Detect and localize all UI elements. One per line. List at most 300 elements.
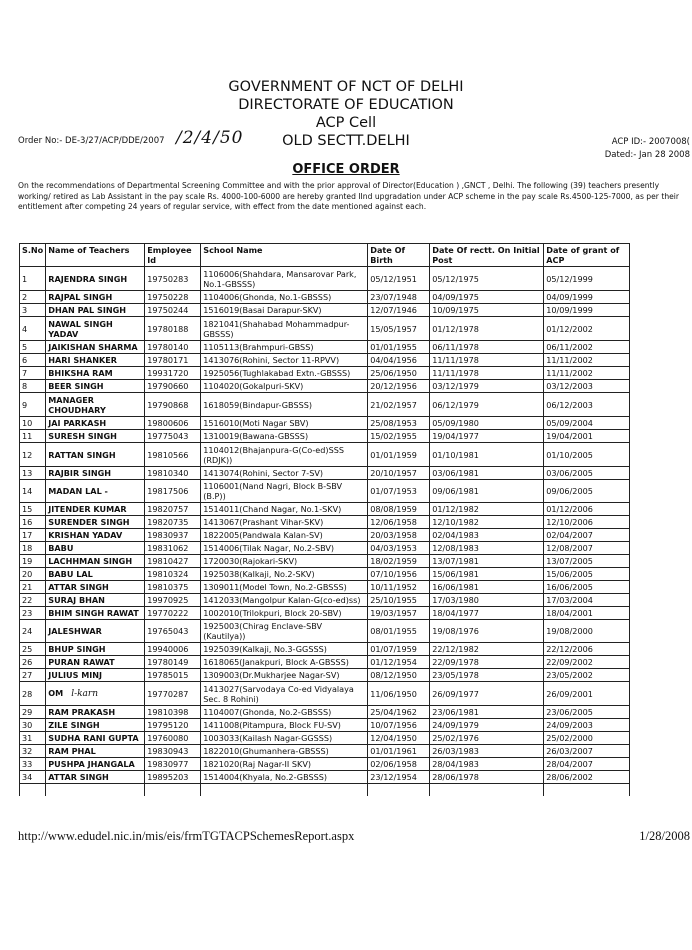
- cell-employee-id: 19970925: [145, 594, 201, 607]
- teacher-name: HARI SHANKER: [48, 355, 118, 365]
- table-row: [20, 706, 630, 719]
- cell-employee-id: 19830943: [145, 745, 201, 758]
- cell-sno: 16: [20, 516, 46, 529]
- cell-date-of-recruitment: 17/03/1980: [430, 594, 544, 607]
- cell-name: [46, 380, 145, 393]
- cell-date-of-recruitment: 01/12/1982: [430, 503, 544, 516]
- cell-sno: 34: [20, 771, 46, 784]
- cell-sno: 31: [20, 732, 46, 745]
- cell-date-of-recruitment: 13/07/1981: [430, 555, 544, 568]
- cell-school-name: 1104006(Ghonda, No.1-GBSSS): [201, 291, 368, 304]
- cell-school-name: 1822010(Ghumanhera-GBSSS): [201, 745, 368, 758]
- table-row: [20, 771, 630, 784]
- cell-date-of-birth: 07/10/1956: [368, 568, 430, 581]
- cell-name: [46, 656, 145, 669]
- cell-employee-id: 19780149: [145, 656, 201, 669]
- cell-date-of-acp: 06/12/2003: [544, 393, 630, 417]
- acp-id-block: [570, 136, 690, 162]
- cell-school-name: 1413074(Rohini, Sector 7-SV): [201, 467, 368, 480]
- table-row: [20, 341, 630, 354]
- teacher-name: ATTAR SINGH: [48, 772, 109, 782]
- cell-date-of-birth: 12/07/1946: [368, 304, 430, 317]
- teacher-name: JALESHWAR: [48, 626, 102, 636]
- cell-employee-id: 19830977: [145, 758, 201, 771]
- cell-name: [46, 443, 145, 467]
- teacher-name: JAI PARKASH: [48, 418, 107, 428]
- cell-sno: 20: [20, 568, 46, 581]
- cell-name: [46, 529, 145, 542]
- handwritten-number: /2/4/50: [176, 128, 244, 148]
- cell-date-of-birth: 04/03/1953: [368, 542, 430, 555]
- cell-name: [46, 367, 145, 380]
- cell-date-of-recruitment: 26/09/1977: [430, 682, 544, 706]
- cell-date-of-recruitment: 05/12/1975: [430, 267, 544, 291]
- header-employee-id: Employee Id: [145, 244, 201, 267]
- cell-date-of-acp: 18/04/2001: [544, 607, 630, 620]
- cell-school-name: 1821020(Raj Nagar-II SKV): [201, 758, 368, 771]
- cell-name: [46, 706, 145, 719]
- teacher-name: RAM PHAL: [48, 746, 96, 756]
- cell-date-of-acp: 12/08/2007: [544, 542, 630, 555]
- cell-date-of-birth: 20/03/1958: [368, 529, 430, 542]
- table-row: [20, 745, 630, 758]
- cell-date-of-recruitment: 11/11/1978: [430, 367, 544, 380]
- table-row: [20, 568, 630, 581]
- table-row: [20, 669, 630, 682]
- cell-sno: 29: [20, 706, 46, 719]
- cell-date-of-acp: 22/12/2006: [544, 643, 630, 656]
- teacher-name: JULIUS MINJ: [48, 670, 103, 680]
- cell-date-of-birth: 23/07/1948: [368, 291, 430, 304]
- cell-school-name: 1618059(Bindapur-GBSSS): [201, 393, 368, 417]
- cell-employee-id: 19810324: [145, 568, 201, 581]
- teacher-name: SURENDER SINGH: [48, 517, 130, 527]
- cell-sno: 14: [20, 480, 46, 503]
- cell-name: [46, 568, 145, 581]
- header-name: Name of Teachers: [46, 244, 145, 267]
- cell-name: [46, 467, 145, 480]
- cell-sno: 11: [20, 430, 46, 443]
- cell-date-of-recruitment: 28/04/1983: [430, 758, 544, 771]
- blank-cell: [430, 784, 544, 797]
- cell-sno: 22: [20, 594, 46, 607]
- cell-sno: 4: [20, 317, 46, 341]
- teacher-name: JITENDER KUMAR: [48, 504, 127, 514]
- teacher-name: PURAN RAWAT: [48, 657, 115, 667]
- cell-date-of-acp: 10/09/1999: [544, 304, 630, 317]
- cell-date-of-acp: 11/11/2002: [544, 354, 630, 367]
- cell-date-of-birth: 08/01/1955: [368, 620, 430, 643]
- cell-date-of-acp: 05/09/2004: [544, 417, 630, 430]
- cell-name: [46, 555, 145, 568]
- cell-date-of-birth: 20/10/1957: [368, 467, 430, 480]
- cell-sno: 15: [20, 503, 46, 516]
- cell-date-of-recruitment: 18/04/1977: [430, 607, 544, 620]
- teacher-name: RAJENDRA SINGH: [48, 273, 128, 284]
- cell-date-of-recruitment: 23/06/1981: [430, 706, 544, 719]
- cell-date-of-birth: 25/10/1955: [368, 594, 430, 607]
- cell-date-of-birth: 21/02/1957: [368, 393, 430, 417]
- table-row: [20, 732, 630, 745]
- cell-date-of-recruitment: 24/09/1979: [430, 719, 544, 732]
- cell-sno: 25: [20, 643, 46, 656]
- cell-date-of-recruitment: 02/04/1983: [430, 529, 544, 542]
- cell-employee-id: 19780171: [145, 354, 201, 367]
- teacher-name: PUSHPA JHANGALA: [48, 759, 135, 769]
- cell-school-name: 1720030(Rajokari-SKV): [201, 555, 368, 568]
- cell-name: [46, 291, 145, 304]
- cell-employee-id: 19931720: [145, 367, 201, 380]
- cell-employee-id: 19940006: [145, 643, 201, 656]
- cell-school-name: 1003033(Kailash Nagar-GGSSS): [201, 732, 368, 745]
- cell-employee-id: 19810340: [145, 467, 201, 480]
- cell-employee-id: 19800606: [145, 417, 201, 430]
- blank-cell: [145, 784, 201, 797]
- cell-date-of-recruitment: 26/03/1983: [430, 745, 544, 758]
- teacher-name: KRISHAN YADAV: [48, 530, 123, 540]
- cell-employee-id: 19895203: [145, 771, 201, 784]
- cell-date-of-recruitment: 04/09/1975: [430, 291, 544, 304]
- cell-sno: 17: [20, 529, 46, 542]
- cell-name: [46, 480, 145, 503]
- teacher-name: BABU LAL: [48, 569, 93, 579]
- cell-date-of-acp: 28/04/2007: [544, 758, 630, 771]
- header-date-of-recruitment: Date Of rectt. On Initial Post: [430, 244, 544, 267]
- cell-date-of-acp: 12/10/2006: [544, 516, 630, 529]
- blank-cell: [46, 784, 145, 797]
- cell-date-of-acp: 23/05/2002: [544, 669, 630, 682]
- teacher-name: SURESH SINGH: [48, 431, 117, 441]
- cell-date-of-acp: 03/12/2003: [544, 380, 630, 393]
- cell-date-of-recruitment: 10/09/1975: [430, 304, 544, 317]
- cell-school-name: 1514004(Khyala, No.2-GBSSS): [201, 771, 368, 784]
- cell-sno: 7: [20, 367, 46, 380]
- table-row: [20, 719, 630, 732]
- table-row: [20, 417, 630, 430]
- letterhead-office: OLD SECTT.DELHI: [282, 133, 410, 149]
- cell-school-name: 1925039(Kalkaji, No.3-GGSSS): [201, 643, 368, 656]
- cell-date-of-birth: 01/07/1953: [368, 480, 430, 503]
- teacher-name: RAM PRAKASH: [48, 707, 116, 717]
- cell-date-of-acp: 06/11/2002: [544, 341, 630, 354]
- intro-paragraph: On the recommendations of Departmental Screening Committee and with the prior approval of Director(Education ) ,GNCT , Delhi. The following (39) teachers presently working/ retired as Lab Assistant in the pay scale Rs. 4000-100-6000 are hereby granted IInd upgradation under ACP scheme in the pay scale Rs.4500-125-7000, as per their entitlement after competing 24 years of regular service, with effect from the date mentioned against each.: [18, 181, 680, 211]
- cell-sno: 1: [20, 267, 46, 291]
- cell-date-of-recruitment: 12/10/1982: [430, 516, 544, 529]
- cell-school-name: 1309011(Model Town, No.2-GBSSS): [201, 581, 368, 594]
- cell-school-name: 1413076(Rohini, Sector 11-RPVV): [201, 354, 368, 367]
- cell-name: [46, 393, 145, 417]
- table-row: [20, 380, 630, 393]
- cell-sno: 27: [20, 669, 46, 682]
- cell-school-name: 1925003(Chirag Enclave-SBV (Kautilya)): [201, 620, 368, 643]
- footer-date: 1/28/2008: [639, 829, 690, 843]
- cell-date-of-birth: 12/06/1958: [368, 516, 430, 529]
- cell-name: [46, 607, 145, 620]
- cell-date-of-recruitment: 11/11/1978: [430, 354, 544, 367]
- cell-name: [46, 594, 145, 607]
- table-row: [20, 607, 630, 620]
- cell-date-of-acp: 25/02/2000: [544, 732, 630, 745]
- table-row: [20, 480, 630, 503]
- header-date-of-birth: Date Of Birth: [368, 244, 430, 267]
- cell-date-of-acp: 16/06/2005: [544, 581, 630, 594]
- cell-sno: 10: [20, 417, 46, 430]
- teacher-name: LACHHMAN SINGH: [48, 556, 133, 566]
- cell-school-name: 1104020(Gokalpuri-SKV): [201, 380, 368, 393]
- teacher-name: MANAGER CHOUDHARY: [48, 394, 106, 415]
- cell-sno: 19: [20, 555, 46, 568]
- cell-date-of-birth: 23/12/1954: [368, 771, 430, 784]
- cell-employee-id: 19831062: [145, 542, 201, 555]
- table-row: [20, 304, 630, 317]
- teacher-name: SURAJ BHAN: [48, 595, 105, 605]
- teacher-name: NAWAL SINGH YADAV: [48, 318, 113, 339]
- cell-date-of-acp: 19/04/2001: [544, 430, 630, 443]
- cell-date-of-recruitment: 22/12/1982: [430, 643, 544, 656]
- table-row: [20, 555, 630, 568]
- cell-school-name: 1413027(Sarvodaya Co-ed Vidyalaya Sec. 8 Rohini): [201, 682, 368, 706]
- cell-sno: 13: [20, 467, 46, 480]
- cell-name: [46, 267, 145, 291]
- cell-date-of-acp: 02/04/2007: [544, 529, 630, 542]
- cell-employee-id: 19790868: [145, 393, 201, 417]
- letterhead-directorate: DIRECTORATE OF EDUCATION: [238, 97, 454, 113]
- cell-employee-id: 19820735: [145, 516, 201, 529]
- cell-name: [46, 732, 145, 745]
- cell-date-of-birth: 01/01/1955: [368, 341, 430, 354]
- cell-employee-id: 19820757: [145, 503, 201, 516]
- cell-date-of-recruitment: 05/09/1980: [430, 417, 544, 430]
- footer-url: http://www.edudel.nic.in/mis/eis/frmTGTACPSchemesReport.aspx: [18, 829, 355, 843]
- cell-name: [46, 317, 145, 341]
- cell-date-of-recruitment: 25/02/1976: [430, 732, 544, 745]
- table-row: [20, 758, 630, 771]
- cell-date-of-birth: 15/05/1957: [368, 317, 430, 341]
- teachers-table: [19, 243, 630, 796]
- cell-school-name: 1105113(Brahmpuri-GBSS): [201, 341, 368, 354]
- cell-date-of-birth: 01/12/1954: [368, 656, 430, 669]
- cell-employee-id: 19810375: [145, 581, 201, 594]
- teacher-name: OM: [48, 688, 64, 698]
- header-sno: S.No: [20, 244, 46, 267]
- dated: Dated:- Jan 28 2008: [604, 150, 690, 160]
- header-school-name: School Name: [201, 244, 368, 267]
- blank-cell: [544, 784, 630, 797]
- cell-name: [46, 745, 145, 758]
- cell-date-of-birth: 05/12/1951: [368, 267, 430, 291]
- cell-name: [46, 620, 145, 643]
- cell-date-of-acp: 19/08/2000: [544, 620, 630, 643]
- cell-date-of-recruitment: 03/12/1979: [430, 380, 544, 393]
- table-row: [20, 443, 630, 467]
- table-row: [20, 542, 630, 555]
- teacher-name: ZILE SINGH: [48, 720, 100, 730]
- cell-name: [46, 581, 145, 594]
- cell-employee-id: 19780140: [145, 341, 201, 354]
- cell-date-of-acp: 15/06/2005: [544, 568, 630, 581]
- cell-sno: 18: [20, 542, 46, 555]
- cell-date-of-birth: 02/06/1958: [368, 758, 430, 771]
- cell-sno: 6: [20, 354, 46, 367]
- cell-sno: 23: [20, 607, 46, 620]
- table-row: [20, 291, 630, 304]
- cell-school-name: 1514011(Chand Nagar, No.1-SKV): [201, 503, 368, 516]
- cell-sno: 12: [20, 443, 46, 467]
- table-row: [20, 317, 630, 341]
- cell-date-of-acp: 26/03/2007: [544, 745, 630, 758]
- cell-employee-id: 19750244: [145, 304, 201, 317]
- cell-employee-id: 19775043: [145, 430, 201, 443]
- table-row: [20, 581, 630, 594]
- acp-id: ACP ID:- 2007008(: [611, 137, 690, 147]
- teacher-name: RATTAN SINGH: [48, 449, 116, 460]
- cell-school-name: 1104012(Bhajanpura-G(Co-ed)SSS (RDJK)): [201, 443, 368, 467]
- cell-date-of-acp: 28/06/2002: [544, 771, 630, 784]
- cell-date-of-birth: 12/04/1950: [368, 732, 430, 745]
- teacher-name: ATTAR SINGH: [48, 582, 109, 592]
- cell-date-of-birth: 01/01/1959: [368, 443, 430, 467]
- cell-employee-id: 19780188: [145, 317, 201, 341]
- cell-date-of-birth: 25/06/1950: [368, 367, 430, 380]
- cell-school-name: 1106006(Shahdara, Mansarovar Park, No.1-GBSSS): [201, 267, 368, 291]
- cell-date-of-recruitment: 06/11/1978: [430, 341, 544, 354]
- cell-date-of-acp: 22/09/2002: [544, 656, 630, 669]
- cell-employee-id: 19765043: [145, 620, 201, 643]
- table-header-row: [20, 244, 630, 267]
- cell-date-of-birth: 25/04/1962: [368, 706, 430, 719]
- cell-date-of-birth: 20/12/1956: [368, 380, 430, 393]
- cell-date-of-birth: 08/08/1959: [368, 503, 430, 516]
- cell-name: [46, 643, 145, 656]
- table-row: [20, 594, 630, 607]
- cell-date-of-acp: 24/09/2003: [544, 719, 630, 732]
- cell-date-of-recruitment: 01/12/1978: [430, 317, 544, 341]
- cell-date-of-recruitment: 23/05/1978: [430, 669, 544, 682]
- cell-date-of-recruitment: 16/06/1981: [430, 581, 544, 594]
- teacher-name: BHUP SINGH: [48, 644, 106, 654]
- cell-employee-id: 19785015: [145, 669, 201, 682]
- cell-date-of-recruitment: 22/09/1978: [430, 656, 544, 669]
- cell-date-of-recruitment: 15/06/1981: [430, 568, 544, 581]
- cell-date-of-birth: 10/11/1952: [368, 581, 430, 594]
- cell-date-of-acp: 13/07/2005: [544, 555, 630, 568]
- teacher-name: RAJPAL SINGH: [48, 292, 113, 302]
- cell-date-of-birth: 04/04/1956: [368, 354, 430, 367]
- teacher-name: BHIKSHA RAM: [48, 368, 113, 378]
- cell-date-of-recruitment: 12/08/1983: [430, 542, 544, 555]
- table-row: [20, 516, 630, 529]
- cell-date-of-acp: 11/11/2002: [544, 367, 630, 380]
- cell-date-of-birth: 10/07/1956: [368, 719, 430, 732]
- cell-date-of-recruitment: 28/06/1978: [430, 771, 544, 784]
- cell-school-name: 1618065(Janakpuri, Block A-GBSSS): [201, 656, 368, 669]
- cell-sno: 32: [20, 745, 46, 758]
- blank-cell: [368, 784, 430, 797]
- cell-school-name: 1822005(Pandwala Kalan-SV): [201, 529, 368, 542]
- handwritten-annotation: l-karn: [71, 689, 99, 699]
- cell-employee-id: 19750228: [145, 291, 201, 304]
- table-row: [20, 529, 630, 542]
- blank-cell: [20, 784, 46, 797]
- cell-school-name: 1310019(Bawana-GBSSS): [201, 430, 368, 443]
- teacher-name: BHIM SINGH RAWAT: [48, 608, 139, 618]
- teacher-name: BABU: [48, 543, 74, 553]
- cell-date-of-recruitment: 19/08/1976: [430, 620, 544, 643]
- cell-employee-id: 19817506: [145, 480, 201, 503]
- cell-employee-id: 19770222: [145, 607, 201, 620]
- cell-date-of-recruitment: 19/04/1977: [430, 430, 544, 443]
- cell-name: [46, 503, 145, 516]
- cell-date-of-birth: 18/02/1959: [368, 555, 430, 568]
- cell-date-of-birth: 15/02/1955: [368, 430, 430, 443]
- cell-school-name: 1412033(Mangolpur Kalan-G(co-ed)ss): [201, 594, 368, 607]
- cell-school-name: 1925038(Kalkaji, No.2-SKV): [201, 568, 368, 581]
- blank-cell: [201, 784, 368, 797]
- cell-employee-id: 19830937: [145, 529, 201, 542]
- cell-sno: 3: [20, 304, 46, 317]
- letterhead-cell: ACP Cell: [315, 115, 377, 131]
- cell-sno: 33: [20, 758, 46, 771]
- cell-name: [46, 771, 145, 784]
- cell-school-name: 1411008(Pitampura, Block FU-SV): [201, 719, 368, 732]
- cell-school-name: 1516019(Basai Darapur-SKV): [201, 304, 368, 317]
- cell-school-name: 1821041(Shahabad Mohammadpur-GBSSS): [201, 317, 368, 341]
- cell-school-name: 1413067(Prashant Vihar-SKV): [201, 516, 368, 529]
- cell-name: [46, 516, 145, 529]
- table-row: [20, 367, 630, 380]
- cell-date-of-acp: 04/09/1999: [544, 291, 630, 304]
- cell-date-of-acp: 03/06/2005: [544, 467, 630, 480]
- cell-date-of-birth: 01/01/1961: [368, 745, 430, 758]
- cell-school-name: 1516010(Moti Nagar SBV): [201, 417, 368, 430]
- cell-date-of-birth: 11/06/1950: [368, 682, 430, 706]
- table-row: [20, 430, 630, 443]
- cell-employee-id: 19790660: [145, 380, 201, 393]
- teacher-name: SUDHA RANI GUPTA: [48, 733, 139, 743]
- cell-school-name: 1106001(Nand Nagri, Block B-SBV (B.P)): [201, 480, 368, 503]
- cell-employee-id: 19770287: [145, 682, 201, 706]
- teacher-name: RAJBIR SINGH: [48, 468, 112, 478]
- table-row: [20, 656, 630, 669]
- cell-date-of-acp: 01/12/2006: [544, 503, 630, 516]
- table-blank-row: [20, 784, 630, 797]
- cell-school-name: 1002010(Trilokpuri, Block 20-SBV): [201, 607, 368, 620]
- header-date-of-acp: Date of grant of ACP: [544, 244, 630, 267]
- cell-sno: 2: [20, 291, 46, 304]
- table-row: [20, 354, 630, 367]
- cell-school-name: 1925056(Tughlakabad Extn.-GBSSS): [201, 367, 368, 380]
- cell-date-of-birth: 01/07/1959: [368, 643, 430, 656]
- cell-date-of-birth: 08/12/1950: [368, 669, 430, 682]
- cell-employee-id: 19760080: [145, 732, 201, 745]
- teacher-name: BEER SINGH: [48, 381, 104, 391]
- cell-name: [46, 354, 145, 367]
- cell-sno: 5: [20, 341, 46, 354]
- teacher-name: JAIKISHAN SHARMA: [48, 342, 138, 352]
- cell-name: [46, 417, 145, 430]
- table-row: [20, 503, 630, 516]
- cell-school-name: 1514006(Tilak Nagar, No.2-SBV): [201, 542, 368, 555]
- cell-date-of-recruitment: 01/10/1981: [430, 443, 544, 467]
- cell-date-of-birth: 19/03/1957: [368, 607, 430, 620]
- cell-sno: 30: [20, 719, 46, 732]
- order-number: Order No:- DE-3/27/ACP/DDE/2007: [18, 136, 165, 146]
- cell-date-of-acp: 05/12/1999: [544, 267, 630, 291]
- cell-date-of-acp: 17/03/2004: [544, 594, 630, 607]
- table-row: [20, 682, 630, 706]
- cell-school-name: 1309003(Dr.Mukharjee Nagar-SV): [201, 669, 368, 682]
- cell-date-of-recruitment: 09/06/1981: [430, 480, 544, 503]
